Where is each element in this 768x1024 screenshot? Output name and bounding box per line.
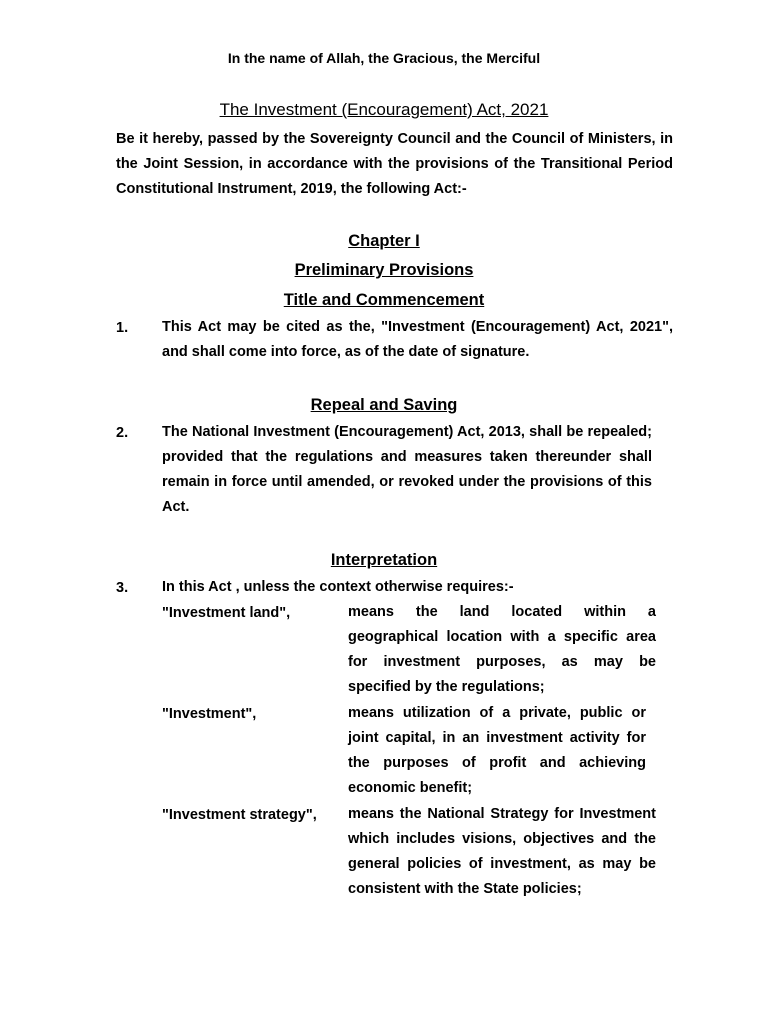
section-number: 3.: [116, 580, 129, 596]
chapter-title: Chapter I: [348, 232, 420, 250]
section-heading-title-commencement: Title and Commencement: [283, 291, 485, 309]
definition-meaning: means the National Strategy for Investment which includes visions, objectives and the general policies of investment, as may be consistent with the State policies;: [348, 806, 656, 897]
section-text: In this Act , unless the context otherwise requires:-: [162, 579, 514, 595]
preamble: Be it hereby, passed by the Sovereignty Council and the Council of Ministers, in the Joint Session, in accordance with the provisions of the Transitional Period Constitutional Instrument, 2019, the following Act:-: [116, 131, 673, 197]
section-number: 1.: [116, 320, 129, 336]
section-heading-interpretation: Interpretation: [330, 551, 438, 569]
section-heading-repeal-saving: Repeal and Saving: [310, 396, 458, 414]
definition-meaning: means utilization of a private, public or joint capital, in an investment activity for the purposes of profit and achieving economic benefit;: [348, 705, 646, 796]
definition-term: "Investment",: [162, 706, 257, 722]
definition-term: "Investment land",: [162, 605, 291, 621]
invocation: In the name of Allah, the Gracious, the Merciful: [227, 50, 541, 66]
section-text: This Act may be cited as the, "Investment (Encouragement) Act, 2021", and shall come into force, as of the date of signature.: [162, 319, 673, 360]
act-title: The Investment (Encouragement) Act, 2021: [219, 100, 549, 119]
section-number: 2.: [116, 425, 129, 441]
section-text: The National Investment (Encouragement) Act, 2013, shall be repealed; provided that the regulations and measures taken thereunder shall remain in force until amended, or revoked under the provisions of this Act.: [162, 424, 652, 515]
definition-term: "Investment strategy",: [162, 807, 317, 823]
chapter-subtitle: Preliminary Provisions: [294, 261, 474, 279]
definition-meaning: means the land located within a geographical location with a specific area for investment purposes, as may be specified by the regulations;: [348, 604, 656, 695]
